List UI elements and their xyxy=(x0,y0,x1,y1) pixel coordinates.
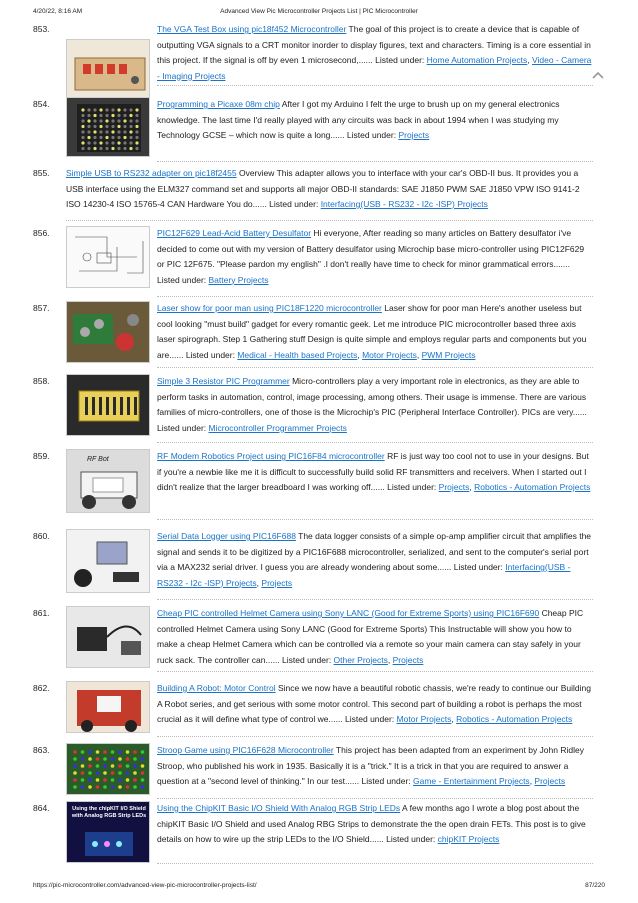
project-thumbnail[interactable] xyxy=(66,301,150,363)
wrap-spacer xyxy=(66,38,157,100)
project-title-link[interactable]: Stroop Game using PIC16F628 Microcontroller xyxy=(157,745,334,755)
item-number: 854. xyxy=(33,99,50,109)
category-link[interactable]: Game - Entertainment Projects xyxy=(413,776,530,786)
item-number: 864. xyxy=(33,803,50,813)
project-summary: The goal of this project is to create a device that is capable of outputting VGA signals to a CRT monitor inorder to display figures, text and characters. Timing is a core essential in this project. If the signal is off by even 1 microsecond,...... Listed under: xyxy=(157,24,591,65)
page-number: 87/220 xyxy=(585,882,605,889)
category-separator: , xyxy=(387,654,393,665)
divider xyxy=(157,519,593,520)
chevron-up-icon[interactable] xyxy=(591,70,605,80)
print-header xyxy=(0,8,638,20)
item-description xyxy=(157,97,593,144)
project-title-link[interactable]: PIC12F629 Lead-Acid Battery Desulfator xyxy=(157,228,312,238)
project-summary: Since we now have a beautiful robotic chassis, we're ready to continue our Building A Robot series, and get serious with some motor control. This second part of building a robot is perhaps the most crucial as it will define what type of control we...... Listed under: xyxy=(157,683,591,724)
category-separator: , xyxy=(451,714,457,724)
print-date: 4/20/22, 8:16 AM xyxy=(33,8,83,15)
category-link[interactable]: Motor Projects xyxy=(396,714,452,724)
category-link[interactable]: Microcontroller Programmer Projects xyxy=(208,422,347,433)
project-thumbnail[interactable] xyxy=(66,681,150,733)
item-number: 862. xyxy=(33,683,50,693)
project-summary: Laser show for poor man Here's another useless but cool looking "must build" gadget for every romantic geek. Let me introduce PIC microcontroller based three axis laser spirograph. Step 1 Gathering stuff Design is quite simple and employs regular parts and components but you are...... Listed under: xyxy=(157,303,587,360)
divider xyxy=(66,220,593,221)
project-title-link[interactable]: Serial Data Logger using PIC16F688 xyxy=(157,531,296,541)
project-title-link[interactable]: Cheap PIC controlled Helmet Camera using Sony LANC (Good for Extreme Sports) using PIC16F690 xyxy=(157,608,540,618)
project-title-link[interactable]: Simple 3 Resistor PIC Programmer xyxy=(157,376,290,386)
project-title-link[interactable]: Using the ChipKIT Basic I/O Shield With Analog RGB Strip LEDs xyxy=(157,803,401,813)
item-description xyxy=(157,743,593,790)
project-summary: A few months ago I wrote a blog post about the chipKIT Basic I/O Shield and used Analog RBG Strips to demonstrate the the open drain FETs. This post is to give details on how to wire up the strip LEDs to the I/O Shield...... Listed under: xyxy=(157,803,586,844)
category-separator: , xyxy=(527,55,532,65)
category-link[interactable]: Video - Camera - Imaging Projects xyxy=(157,55,592,81)
project-thumbnail[interactable] xyxy=(66,606,150,668)
divider xyxy=(157,671,593,672)
category-link[interactable]: Other Projects xyxy=(333,654,388,665)
thumbnail-caption: RF Bot xyxy=(87,456,109,463)
project-summary: The data logger consists of a simple op-amp amplifier circuit that amplifies the signal and sends it to be digitized by a PIC16F688 microcontroller, serialized, and sent to the computer's serial port via a MAX232 serial driver. I guess you are already wondering about some...... Listed under: xyxy=(157,531,592,572)
item-description xyxy=(157,801,593,848)
item-description xyxy=(66,166,593,213)
category-link[interactable]: Projects xyxy=(261,577,293,588)
project-summary: Overview This adapter allows you to interface with your car's OBD-II bus. It provides you a USB interface using the ELM327 command set and supports all major OBD-II standards: SAE J1850 PWM SAE J1850 VPW ISO 9141-2 ISO 14230-4 ISO 15765-4 CAN Hardware You do...... Listed under: xyxy=(66,168,580,209)
category-link[interactable]: Projects xyxy=(392,654,424,665)
category-separator: , xyxy=(529,776,535,786)
project-summary: Micro-controllers play a very important role in electronics, as they are able to perform tasks in automation, control, image processing, among others. Their usage is immense. There are various families of micro-controllers, one of those is the Microchip's PIC (Peripheral Interface Controller). PICs are very...... Listed under: xyxy=(157,376,587,433)
category-link[interactable]: Projects xyxy=(534,776,566,786)
category-separator: , xyxy=(416,349,422,360)
category-link[interactable]: Medical - Health based Projects xyxy=(237,349,358,360)
category-separator: , xyxy=(256,577,262,588)
divider xyxy=(157,599,593,600)
item-number: 861. xyxy=(33,608,50,618)
item-number: 857. xyxy=(33,303,50,313)
project-thumbnail[interactable] xyxy=(66,226,150,288)
project-title-link[interactable]: Simple USB to RS232 adapter on pic18f2455 xyxy=(66,168,237,178)
category-link[interactable]: Battery Projects xyxy=(208,274,269,285)
divider xyxy=(157,161,593,162)
category-link[interactable]: Motor Projects xyxy=(362,349,417,360)
project-summary: RF is just way too cool not to use in your designs. But if you're a newbie like me it is difficult to successfully build solid RF transmitters and receivers. When I started out I didn't realize that the larger breadboard I was working off...... Listed under: xyxy=(157,451,589,492)
project-title-link[interactable]: RF Modem Robotics Project using PIC16F84 microcontroller xyxy=(157,451,385,461)
item-description xyxy=(66,22,593,100)
project-summary: After I got my Arduino I felt the urge to brush up on my general electronics knowledge. The last time I'd really played with any circuits was back in about 1994 when I was studying my Technology GCSE – which now is quite a long...... Listed under: xyxy=(157,99,560,140)
category-separator: , xyxy=(469,482,475,492)
item-description xyxy=(157,529,593,591)
category-link[interactable]: Robotics - Automation Projects xyxy=(456,714,573,724)
item-number: 859. xyxy=(33,451,50,461)
category-link[interactable]: Home Automation Projects xyxy=(426,55,528,65)
project-title-link[interactable]: Building A Robot: Motor Control xyxy=(157,683,276,693)
item-number: 863. xyxy=(33,745,50,755)
project-title-link[interactable]: Laser show for poor man using PIC18F1220 microcontroller xyxy=(157,303,382,313)
item-description xyxy=(157,226,593,288)
divider xyxy=(157,736,593,737)
category-link[interactable]: Interfacing(USB - RS232 - I2c -ISP) Projects xyxy=(157,562,571,588)
project-title-link[interactable]: Programming a Picaxe 08m chip xyxy=(157,99,280,109)
print-url: https://pic-microcontroller.com/advanced-view-pic-microcontroller-projects-list/ xyxy=(33,882,257,889)
divider xyxy=(157,442,593,443)
item-number: 856. xyxy=(33,228,50,238)
project-summary: Cheap PIC controlled Helmet Camera using Sony LANC (Good for Extreme Sports) This Instructable will show you how to make a cheap Helmet Camera which can be controlled via a remote so your main camera can stay safely in your ruck sack. The controller can...... Listed under: xyxy=(157,608,584,665)
item-number: 855. xyxy=(33,168,50,178)
category-link[interactable]: PWM Projects xyxy=(421,349,476,360)
project-thumbnail[interactable] xyxy=(66,374,150,436)
item-description xyxy=(157,681,593,728)
item-description xyxy=(157,374,593,436)
item-number: 860. xyxy=(33,531,50,541)
item-number: 858. xyxy=(33,376,50,386)
item-description xyxy=(157,301,593,363)
print-title: Advanced View Pic Microcontroller Projects List | PIC Microcontroller xyxy=(220,8,418,15)
item-description xyxy=(157,606,593,668)
project-thumbnail[interactable] xyxy=(66,529,150,593)
project-summary: This project has been adapted from an experiment by John Ridley Stroop, who published his work in 1935. Basically it is a "trick." It is a trick in that you are required to answer a question at a "second level of thinking." In our test...... Listed under: xyxy=(157,745,584,786)
divider xyxy=(157,863,593,864)
divider xyxy=(157,798,593,799)
project-title-link[interactable]: The VGA Test Box using pic18f452 Microcontroller xyxy=(157,24,347,34)
category-link[interactable]: Interfacing(USB - RS232 - I2c -ISP) Projects xyxy=(320,199,488,209)
category-link[interactable]: Robotics - Automation Projects xyxy=(474,482,591,492)
category-link[interactable]: Projects xyxy=(398,130,430,140)
project-thumbnail[interactable] xyxy=(66,449,150,513)
project-summary: Hi everyone, After reading so many articles on Battery desulfator i've decided to come out with my version of Battery desulfator using Microchip base micro-controller using PIC12F629 or PIC 12F675. "Please pardon my english" .I don't really have time to check for minor grammatical errors....... Listed under: xyxy=(157,228,585,285)
category-link[interactable]: Projects xyxy=(438,482,470,492)
project-thumbnail[interactable] xyxy=(66,97,150,157)
category-link[interactable]: chipKIT Projects xyxy=(437,834,500,844)
divider xyxy=(157,296,593,297)
divider xyxy=(157,367,593,368)
category-separator: , xyxy=(357,349,363,360)
divider xyxy=(157,85,593,86)
project-thumbnail[interactable] xyxy=(66,743,150,795)
project-thumbnail[interactable] xyxy=(66,801,150,863)
thumbnail-caption: Using the chipKIT I/O Shield with Analog RGB Strip LEDs xyxy=(71,806,147,819)
item-description xyxy=(157,449,593,496)
item-number: 853. xyxy=(33,24,50,34)
